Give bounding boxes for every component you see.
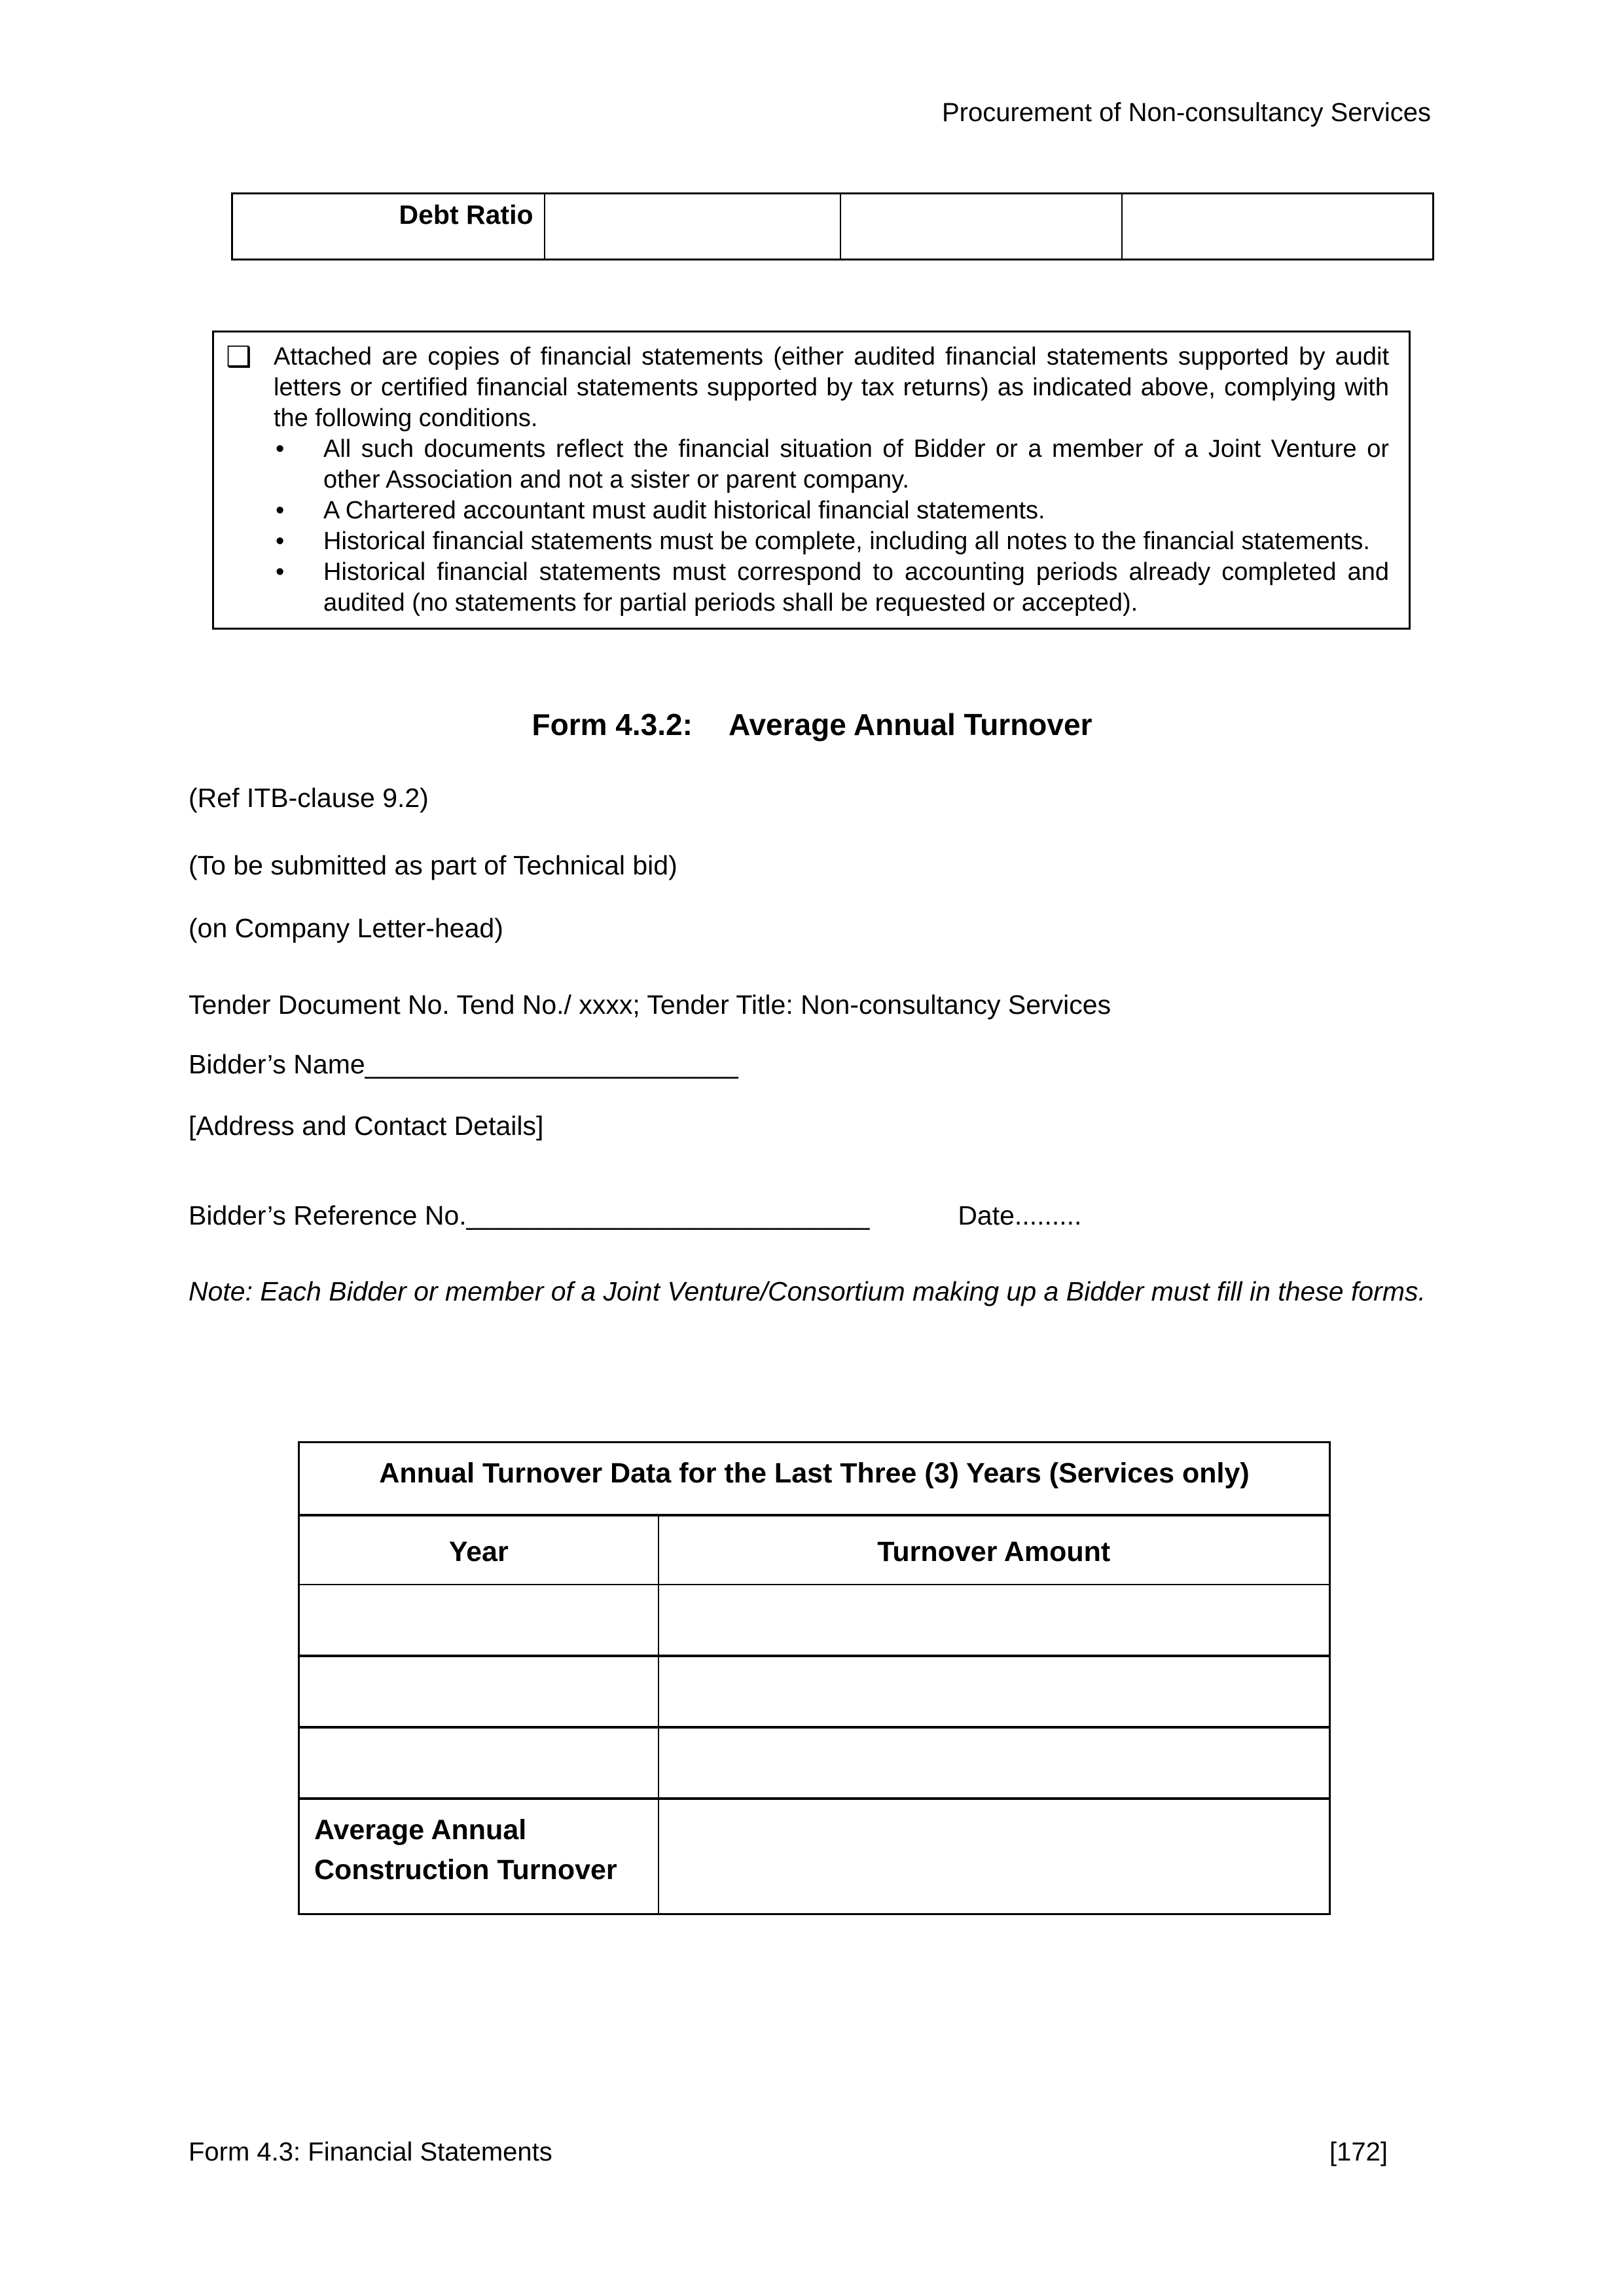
turnover-table-title: Annual Turnover Data for the Last Three (3) Years (Services only) [299,1443,1330,1515]
table-row [299,1585,1330,1656]
average-turnover-label: Average Annual Construction Turnover [314,1814,617,1886]
bidder-name-label: Bidder’s Name [189,1049,365,1079]
year-cell-3[interactable] [299,1727,659,1799]
bullet-item [226,557,1389,619]
table-title-row [299,1443,1330,1515]
bullet-item [226,526,1389,557]
average-turnover-cell[interactable] [659,1799,1330,1914]
debt-ratio-cell-2[interactable] [840,194,1122,260]
conditions-intro: Attached are copies of financial statements (either audited financial statements supported by audit letters or certified financial statements supported by tax returns) as indicated above, complying with the following conditions. [274,343,1389,432]
table-footer-row [299,1799,1330,1914]
debt-ratio-table [231,192,1434,260]
ref-clause-line: (Ref ITB-clause 9.2) [189,783,429,813]
submission-line: (To be submitted as part of Technical bid) [189,850,677,880]
conditions-box [212,331,1411,630]
table-row [299,1656,1330,1727]
bullet-icon: • [276,435,285,463]
debt-ratio-cell-3[interactable] [1122,194,1434,260]
letterhead-line: (on Company Letter-head) [189,913,503,943]
amount-cell-1[interactable] [659,1585,1330,1656]
address-line: [Address and Contact Details] [189,1111,544,1141]
year-cell-1[interactable] [299,1585,659,1656]
bullet-icon: • [276,558,285,586]
page-header: Procurement of Non-consultancy Services [942,98,1431,127]
bullet-text: Historical financial statements must correspond to accounting periods already completed and audited (no statements for partial periods shall be requested or accepted). [323,558,1389,617]
form-title-text: Average Annual Turnover [728,708,1092,742]
footer-page-number: [172] [1329,2138,1388,2166]
bullet-item [226,434,1389,495]
bullet-icon: • [276,497,285,524]
bidder-name-blank[interactable]: _________________________ [365,1049,738,1079]
reference-line [189,1200,1081,1231]
debt-ratio-label: Debt Ratio [232,194,545,260]
year-cell-2[interactable] [299,1656,659,1727]
column-header-year: Year [299,1515,659,1585]
reference-label: Bidder’s Reference No. [189,1200,467,1230]
form-title [0,707,1624,742]
date-blank[interactable]: Date......... [958,1200,1082,1230]
reference-blank[interactable]: ___________________________ [466,1200,870,1230]
amount-cell-2[interactable] [659,1656,1330,1727]
turnover-table [298,1441,1331,1915]
checkbox-item [226,342,1389,434]
bullet-text: A Chartered accountant must audit historical financial statements. [323,497,1045,524]
amount-cell-3[interactable] [659,1727,1330,1799]
table-header-row [299,1515,1330,1585]
debt-ratio-cell-1[interactable] [545,194,840,260]
bullet-icon: • [276,528,285,555]
table-row [299,1727,1330,1799]
table-row [232,194,1434,260]
checkbox-icon[interactable]: ❑ [226,341,252,373]
note-text: Note: Each Bidder or member of a Joint Venture/Consortium making up a Bidder must fill in these forms. [189,1276,1426,1306]
bullet-item [226,495,1389,526]
bullet-text: Historical financial statements must be complete, including all notes to the financial statements. [323,528,1370,555]
form-title-number: Form 4.3.2: [532,708,693,742]
tender-line: Tender Document No. Tend No./ xxxx; Tender Title: Non-consultancy Services [189,990,1111,1020]
column-header-amount: Turnover Amount [659,1515,1330,1585]
bullet-text: All such documents reflect the financial situation of Bidder or a member of a Joint Venture or other Association and not a sister or parent company. [323,435,1389,493]
bidder-name-line [189,1049,738,1080]
footer-form-name: Form 4.3: Financial Statements [189,2138,552,2166]
